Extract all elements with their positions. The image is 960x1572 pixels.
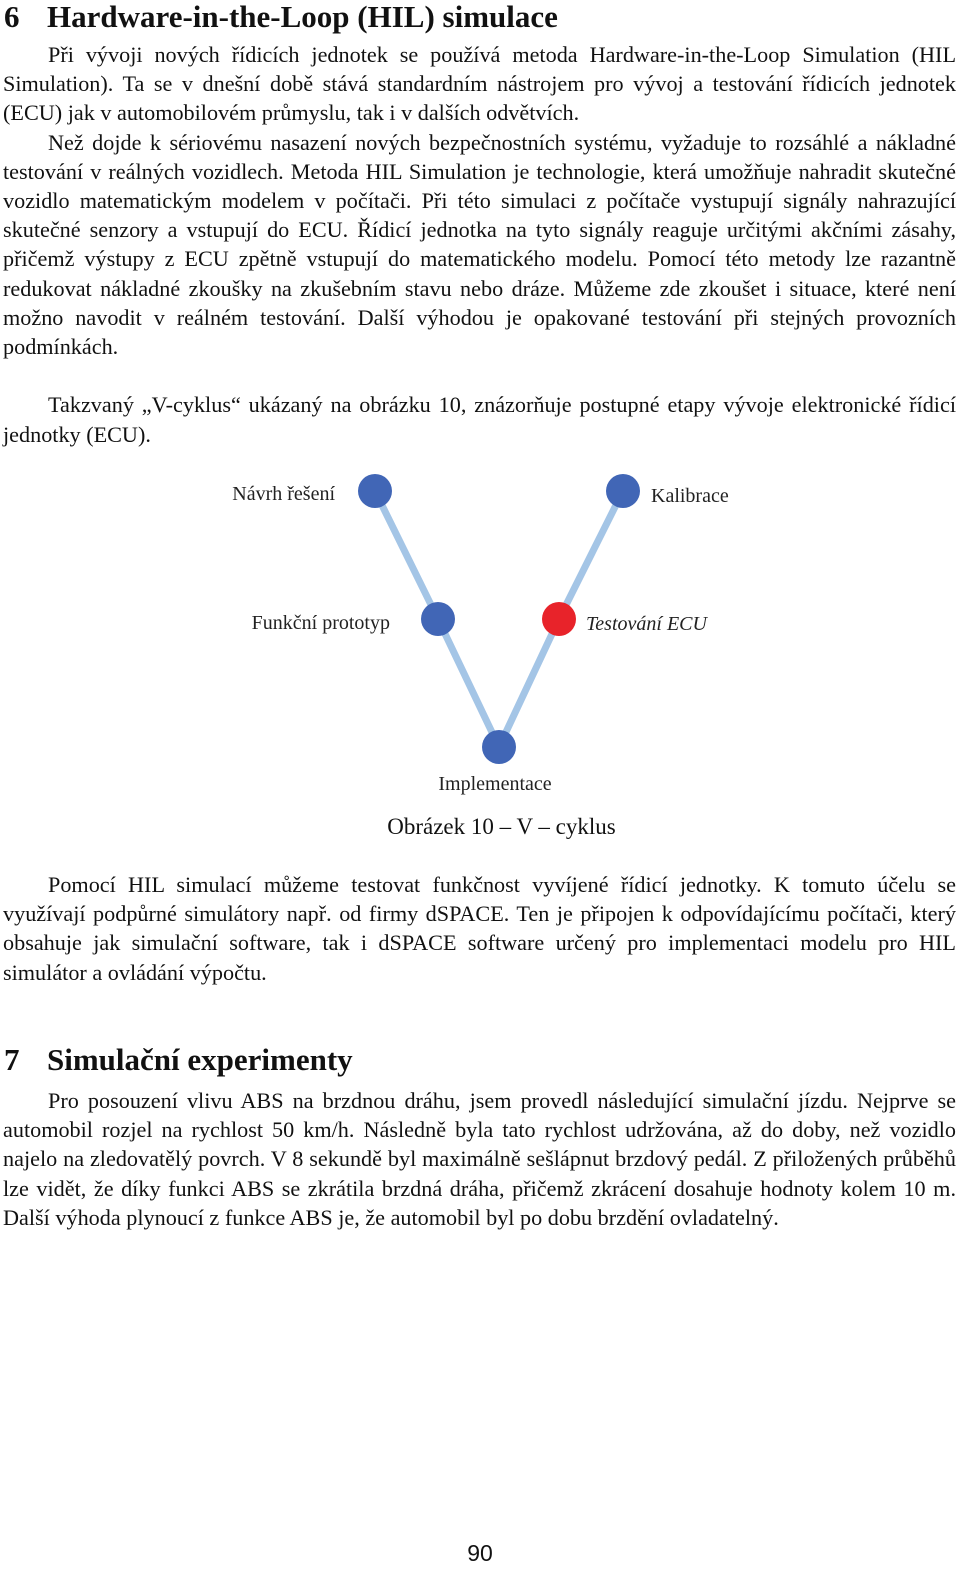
section-6-paragraph-1: Při vývoji nových řídicích jednotek se používá metoda Hardware-in-the-Loop Simulation (HIL Simulation). Ta se v dnešní době stává standardním nástrojem pro vývoj a testování řídicích jednotek (ECU) jak v automobilovém průmyslu, tak i v dalších odvětvích. xyxy=(3,42,956,126)
node-testing xyxy=(542,602,576,636)
v-cycle-diagram xyxy=(0,465,960,805)
section-7-title: Simulační experimenty xyxy=(47,1042,353,1077)
label-implementation: Implementace xyxy=(438,773,552,795)
node-calibration xyxy=(606,474,640,508)
section-7-number: 7 xyxy=(4,1042,20,1077)
link-testing-calibration xyxy=(559,491,623,619)
label-prototype: Funkční prototyp xyxy=(251,612,390,634)
section-6-number: 6 xyxy=(4,0,20,34)
link-implementation-testing xyxy=(499,619,559,747)
section-6-title: Hardware-in-the-Loop (HIL) simulace xyxy=(47,0,558,34)
node-implementation xyxy=(482,730,516,764)
section-6-heading xyxy=(4,0,558,34)
label-calibration: Kalibrace xyxy=(651,485,729,507)
page-number: 90 xyxy=(467,1540,493,1566)
label-design: Návrh řešení xyxy=(232,483,335,505)
section-6-paragraph-3: Takzvaný „V-cyklus“ ukázaný na obrázku 10, znázorňuje postupné etapy vývoje elektronické řídicí jednotky (ECU). xyxy=(3,392,956,447)
label-testing: Testování ECU xyxy=(586,613,707,635)
section-7-heading xyxy=(4,1043,353,1077)
section-7-paragraph: Pro posouzení vlivu ABS na brzdnou dráhu, jsem provedl následující simulační jízdu. Nejprve se automobil rozjel na rychlost 50 km/h. Následně byla tato rychlost udržována, až do doby, než vozidlo najelo na zledovatělý povrch. V 8 sekundě byl maximálně sešlápnut brzdový pedál. Z přiložených průběhů lze vidět, že díky funkci ABS se zkrátila brzdná dráha, přičemž zkrácení dosahuje hodnoty kolem 10 m. Další výhoda plynoucí z funkce ABS je, že automobil byl po dobu brzdění ovladatelný. xyxy=(3,1088,956,1230)
after-figure-paragraph: Pomocí HIL simulací můžeme testovat funkčnost vyvíjené řídicí jednotky. K tomuto účelu se využívají podpůrné simulátory např. od firmy dSPACE. Ten je připojen k odpovídajícímu počítači, který obsahuje jak simulační software, tak i dSPACE software určený pro implementaci modelu pro HIL simulátor a ovládání výpočtu. xyxy=(3,872,956,985)
link-design-prototype xyxy=(375,491,438,619)
figure-caption: Obrázek 10 – V – cyklus xyxy=(387,814,616,839)
node-prototype xyxy=(421,602,455,636)
node-design xyxy=(358,474,392,508)
link-prototype-implementation xyxy=(438,619,499,747)
section-6-paragraph-2: Než dojde k sériovému nasazení nových bezpečnostních systému, vyžaduje to rozsáhlé a nákladné testování v reálných vozidlech. Metoda HIL Simulation je technologie, která umožňuje nahradit skutečné vozidlo matematickým modelem v počítači. Při této simulaci z počítače vystupují signály nahrazující skutečné senzory a vstupují do ECU. Řídicí jednotka na tyto signály reaguje určitými akčními zásahy, přičemž výstupy z ECU zpětně vstupují do matematického modelu. Pomocí této metody lze razantně redukovat nákladné zkoušky na zkušebním stavu nebo dráze. Můžeme zde zkoušet i situace, které není možno navodit v reálném testování. Další výhodou je opakované testování při stejných provozních podmínkách. xyxy=(3,129,956,360)
